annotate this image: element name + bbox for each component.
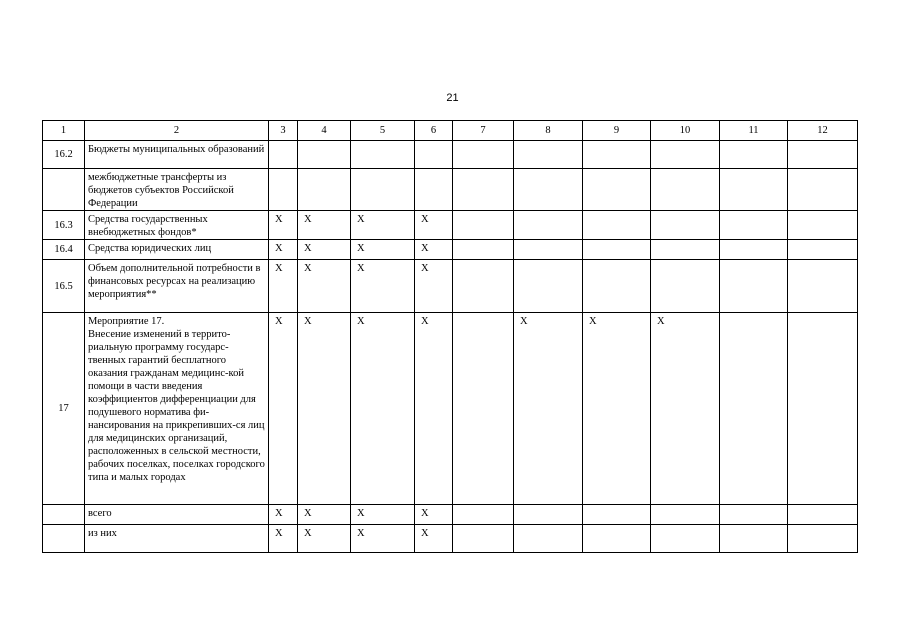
value-cell: Х bbox=[269, 505, 298, 525]
value-cell: Х bbox=[415, 505, 453, 525]
header-cell: 12 bbox=[788, 121, 858, 141]
value-cell: Х bbox=[298, 260, 351, 313]
table-header-row bbox=[43, 121, 858, 141]
value-cell bbox=[651, 141, 720, 169]
table-row bbox=[43, 141, 858, 169]
value-cell: Х bbox=[269, 525, 298, 553]
value-cell bbox=[788, 169, 858, 211]
value-cell bbox=[583, 141, 651, 169]
value-cell: Х bbox=[351, 505, 415, 525]
value-cell bbox=[453, 211, 514, 240]
value-cell bbox=[651, 505, 720, 525]
value-cell bbox=[720, 141, 788, 169]
value-cell bbox=[651, 525, 720, 553]
value-cell bbox=[351, 141, 415, 169]
value-cell bbox=[583, 505, 651, 525]
value-cell bbox=[651, 260, 720, 313]
header-cell: 2 bbox=[85, 121, 269, 141]
value-cell: Х bbox=[269, 260, 298, 313]
value-cell bbox=[720, 260, 788, 313]
value-cell: Х bbox=[269, 211, 298, 240]
value-cell: Х bbox=[351, 260, 415, 313]
value-cell bbox=[453, 141, 514, 169]
value-cell bbox=[298, 141, 351, 169]
header-cell: 4 bbox=[298, 121, 351, 141]
value-cell bbox=[788, 313, 858, 505]
value-cell bbox=[514, 240, 583, 260]
value-cell bbox=[583, 211, 651, 240]
value-cell: Х bbox=[415, 525, 453, 553]
table-row bbox=[43, 169, 858, 211]
value-cell bbox=[453, 313, 514, 505]
value-cell bbox=[453, 169, 514, 211]
value-cell bbox=[720, 525, 788, 553]
row-description: Объем дополнительной потребности в финансовых ресурсах на реализацию мероприятия** bbox=[85, 260, 269, 313]
value-cell bbox=[651, 211, 720, 240]
value-cell bbox=[453, 505, 514, 525]
value-cell: Х bbox=[298, 240, 351, 260]
header-cell: 6 bbox=[415, 121, 453, 141]
value-cell bbox=[583, 240, 651, 260]
value-cell: Х bbox=[269, 313, 298, 505]
value-cell: Х bbox=[415, 313, 453, 505]
value-cell bbox=[514, 505, 583, 525]
row-description: из них bbox=[85, 525, 269, 553]
table-row bbox=[43, 240, 858, 260]
value-cell: Х bbox=[351, 525, 415, 553]
value-cell bbox=[415, 141, 453, 169]
value-cell: Х bbox=[651, 313, 720, 505]
value-cell bbox=[651, 169, 720, 211]
header-cell: 1 bbox=[43, 121, 85, 141]
header-cell: 3 bbox=[269, 121, 298, 141]
header-cell: 8 bbox=[514, 121, 583, 141]
value-cell: Х bbox=[298, 525, 351, 553]
value-cell: Х bbox=[269, 240, 298, 260]
value-cell bbox=[453, 260, 514, 313]
page-number: 21 bbox=[446, 92, 459, 104]
row-description: Средства юридических лиц bbox=[85, 240, 269, 260]
header-cell: 10 bbox=[651, 121, 720, 141]
value-cell: Х bbox=[583, 313, 651, 505]
value-cell bbox=[583, 169, 651, 211]
row-description: Мероприятие 17. Внесение изменений в террито-риальную программу государс-твенных гарантий бесплатного оказания гражданам медицинс-кой помощи в части введения коэффициентов дифференциации для подушевого норматива фи-нансирования на прикрепивших-ся лиц для медицинских организаций, расположенных в сельской местности, рабочих поселках, поселках городского типа и малых городах bbox=[85, 313, 269, 505]
value-cell: Х bbox=[351, 240, 415, 260]
value-cell bbox=[514, 260, 583, 313]
value-cell bbox=[583, 260, 651, 313]
value-cell bbox=[453, 525, 514, 553]
value-cell bbox=[651, 240, 720, 260]
value-cell bbox=[583, 525, 651, 553]
value-cell: Х bbox=[298, 211, 351, 240]
value-cell: Х bbox=[514, 313, 583, 505]
value-cell bbox=[788, 211, 858, 240]
value-cell bbox=[788, 525, 858, 553]
value-cell: Х bbox=[351, 313, 415, 505]
value-cell bbox=[514, 169, 583, 211]
row-number: 16.2 bbox=[43, 141, 85, 169]
value-cell bbox=[788, 240, 858, 260]
value-cell bbox=[415, 169, 453, 211]
row-description: Бюджеты муниципальных образований bbox=[85, 141, 269, 169]
value-cell bbox=[720, 169, 788, 211]
value-cell bbox=[720, 313, 788, 505]
value-cell bbox=[298, 169, 351, 211]
value-cell bbox=[720, 211, 788, 240]
value-cell bbox=[269, 141, 298, 169]
row-number: 17 bbox=[43, 313, 85, 505]
value-cell: Х bbox=[415, 260, 453, 313]
value-cell bbox=[453, 240, 514, 260]
row-description: Средства государственных внебюджетных фондов* bbox=[85, 211, 269, 240]
row-number bbox=[43, 525, 85, 553]
value-cell bbox=[788, 141, 858, 169]
header-cell: 11 bbox=[720, 121, 788, 141]
row-number bbox=[43, 169, 85, 211]
header-cell: 9 bbox=[583, 121, 651, 141]
row-description: всего bbox=[85, 505, 269, 525]
value-cell bbox=[514, 211, 583, 240]
row-number: 16.5 bbox=[43, 260, 85, 313]
value-cell bbox=[720, 505, 788, 525]
header-cell: 5 bbox=[351, 121, 415, 141]
row-number: 16.4 bbox=[43, 240, 85, 260]
row-number bbox=[43, 505, 85, 525]
value-cell: Х bbox=[351, 211, 415, 240]
row-description: межбюджетные трансферты из бюджетов субъектов Российской Федерации bbox=[85, 169, 269, 211]
header-cell: 7 bbox=[453, 121, 514, 141]
row-number: 16.3 bbox=[43, 211, 85, 240]
value-cell bbox=[351, 169, 415, 211]
table-row bbox=[43, 505, 858, 525]
value-cell bbox=[514, 141, 583, 169]
value-cell: Х bbox=[415, 211, 453, 240]
value-cell: Х bbox=[298, 505, 351, 525]
table-row bbox=[43, 260, 858, 313]
budget-table bbox=[42, 120, 858, 553]
value-cell bbox=[720, 240, 788, 260]
table-row bbox=[43, 313, 858, 505]
table-row bbox=[43, 211, 858, 240]
value-cell bbox=[788, 505, 858, 525]
value-cell bbox=[788, 260, 858, 313]
value-cell bbox=[269, 169, 298, 211]
value-cell bbox=[514, 525, 583, 553]
table-row bbox=[43, 525, 858, 553]
value-cell: Х bbox=[415, 240, 453, 260]
value-cell: Х bbox=[298, 313, 351, 505]
